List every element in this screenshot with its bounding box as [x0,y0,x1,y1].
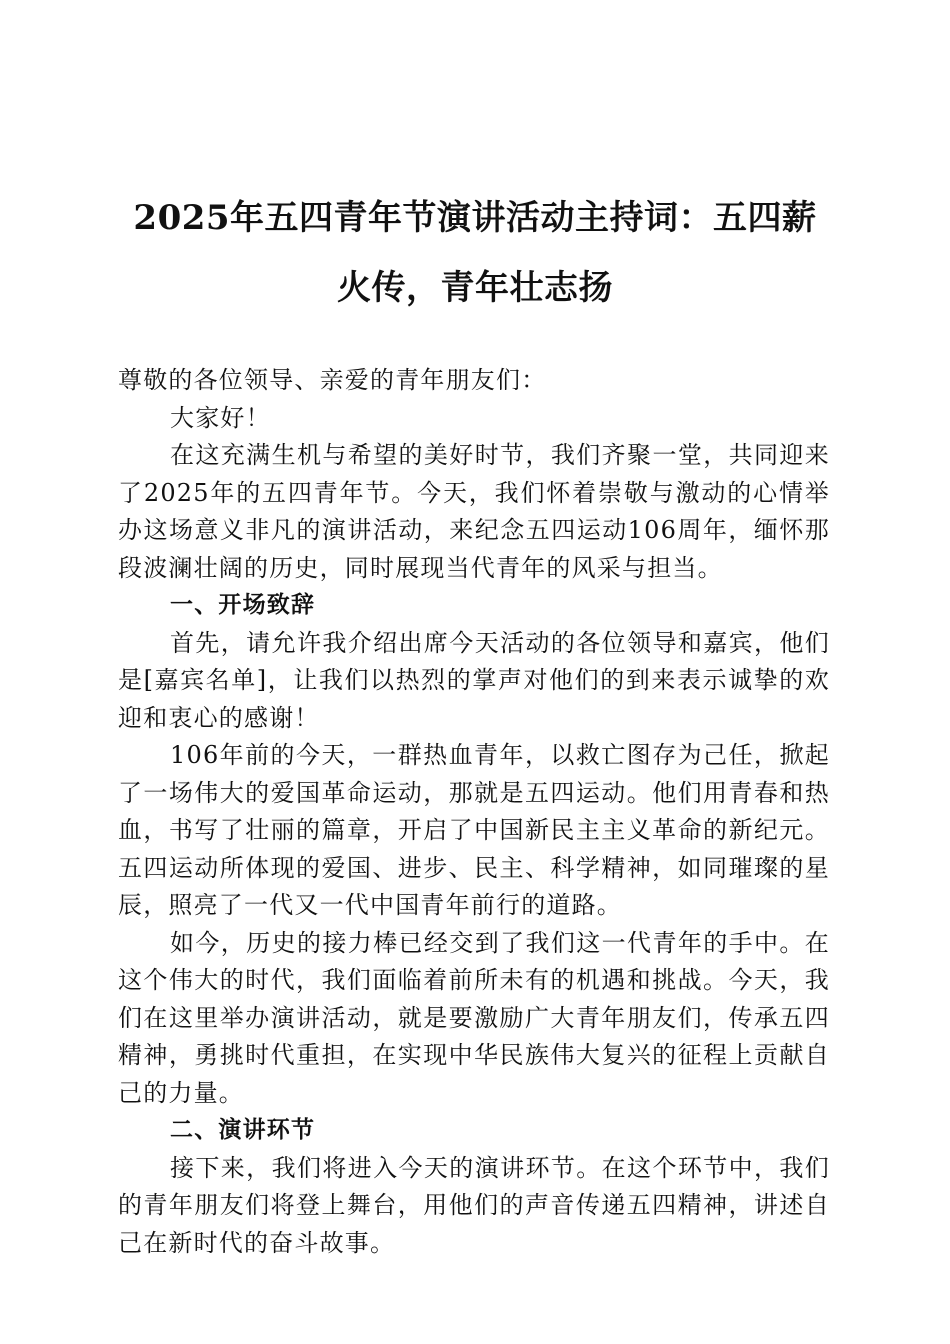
section-heading-opening: 一、开场致辞 [170,592,316,618]
salutation: 尊敬的各位领导、亲爱的青年朋友们： [118,366,547,394]
paragraph-guests: 首先，请允许我介绍出席今天活动的各位领导和嘉宾，他们是[嘉宾名单]，让我们以热烈的掌声对他们的到来表示诚挚的欢迎和衷心的感谢！ [118,628,830,732]
section-heading-speech: 二、演讲环节 [170,1117,316,1143]
paragraph-today: 如今，历史的接力棒已经交到了我们这一代青年的手中。在这个伟大的时代，我们面临着前所未有的机遇和挑战。今天，我们在这里举办演讲活动，就是要激励广大青年朋友们，传承五四精神，勇挑时代重担，在实现中华民族伟大复兴的征程上贡献自己的力量。 [118,928,830,1107]
paragraph-speech-intro: 接下来，我们将进入今天的演讲环节。在这个环节中，我们的青年朋友们将登上舞台，用他们的声音传递五四精神，讲述自己在新时代的奋斗故事。 [118,1153,830,1257]
document-body [118,362,830,1262]
greeting: 大家好！ [170,403,271,432]
document-title-line-2: 火传，青年壮志扬 [337,268,613,308]
paragraph-history: 106年前的今天，一群热血青年，以救亡图存为己任，掀起了一场伟大的爱国革命运动，那就是五四运动。他们用青春和热血，书写了壮丽的篇章，开启了中国新民主主义革命的新纪元。五四运动所体现的爱国、进步、民主、科学精神，如同璀璨的星辰，照亮了一代又一代中国青年前行的道路。 [118,741,830,919]
paragraph-intro: 在这充满生机与希望的美好时节，我们齐聚一堂，共同迎来了2025年的五四青年节。今天，我们怀着崇敬与激动的心情举办这场意义非凡的演讲活动，来纪念五四运动106周年，缅怀那段波澜壮阔的历史，同时展现当代青年的风采与担当。 [118,441,830,582]
document-title-line-1: 2025年五四青年节演讲活动主持词：五四薪 [133,198,817,238]
